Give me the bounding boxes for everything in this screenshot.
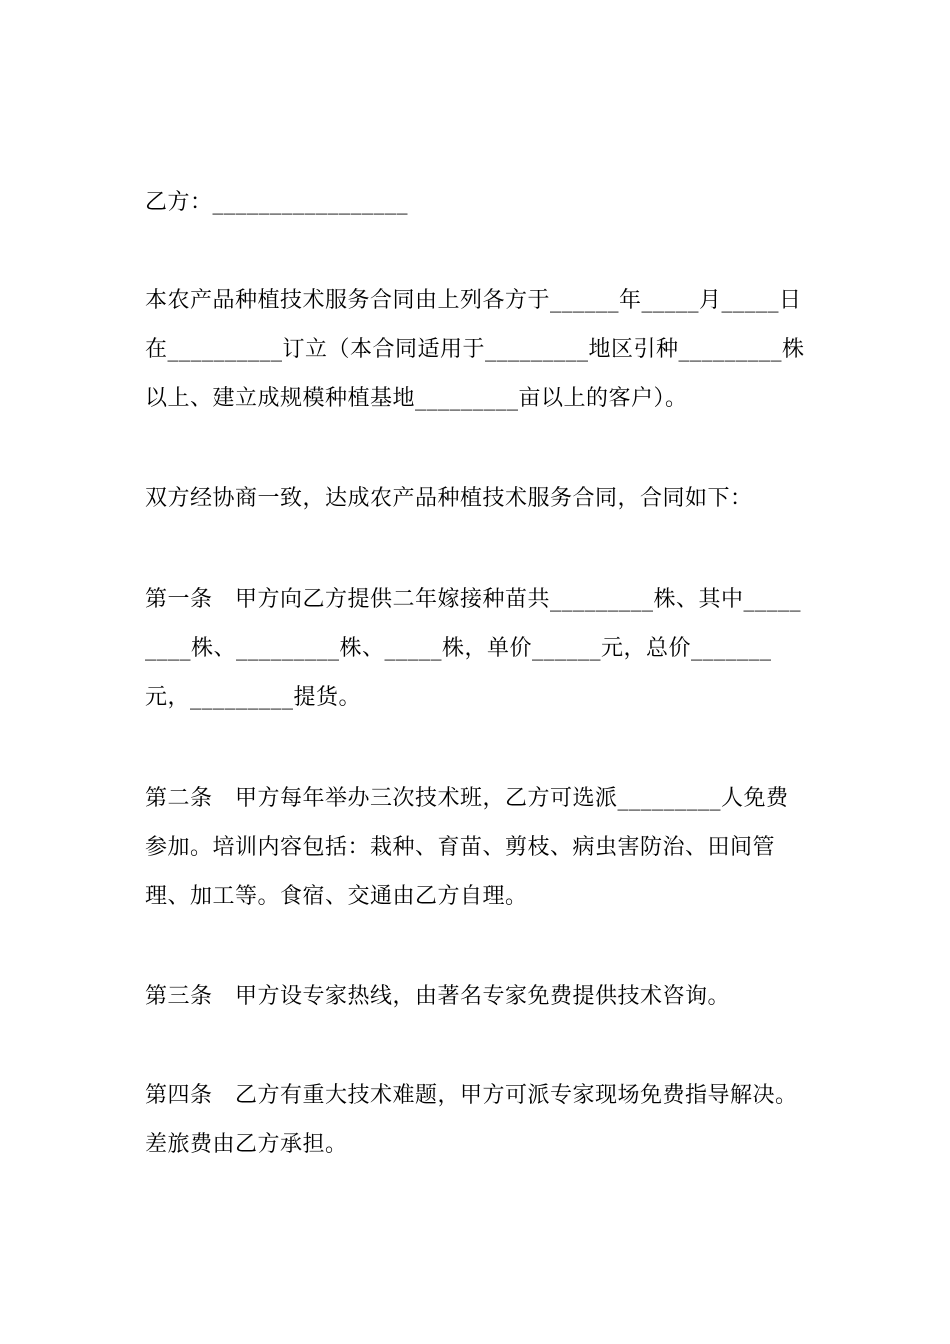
article-1-paragraph: 第一条 甲方向乙方提供二年嫁接种苗共_________株、其中_________株、_________株、_____株，单价______元，总价_______元，_________提货。 — [145, 587, 802, 710]
party-b-line: 乙方：_________________ — [145, 190, 409, 215]
article-4-paragraph: 第四条 乙方有重大技术难题，甲方可派专家现场免费指导解决。差旅费由乙方承担。 — [145, 1083, 798, 1157]
agreement-paragraph: 双方经协商一致，达成农产品种植技术服务合同，合同如下： — [145, 486, 753, 511]
article-2-paragraph: 第二条 甲方每年举办三次技术班，乙方可选派_________人免费参加。培训内容包括：栽种、育苗、剪枝、病虫害防治、田间管理、加工等。食宿、交通由乙方自理。 — [145, 786, 789, 909]
article-3-paragraph: 第三条 甲方设专家热线，由著名专家免费提供技术咨询。 — [145, 984, 731, 1009]
contract-intro-paragraph: 本农产品种植技术服务合同由上列各方于______年_____月_____日在__________订立（本合同适用于_________地区引种_________株以上、建立成规模种植基地_________亩以上的客户）。 — [145, 288, 805, 411]
